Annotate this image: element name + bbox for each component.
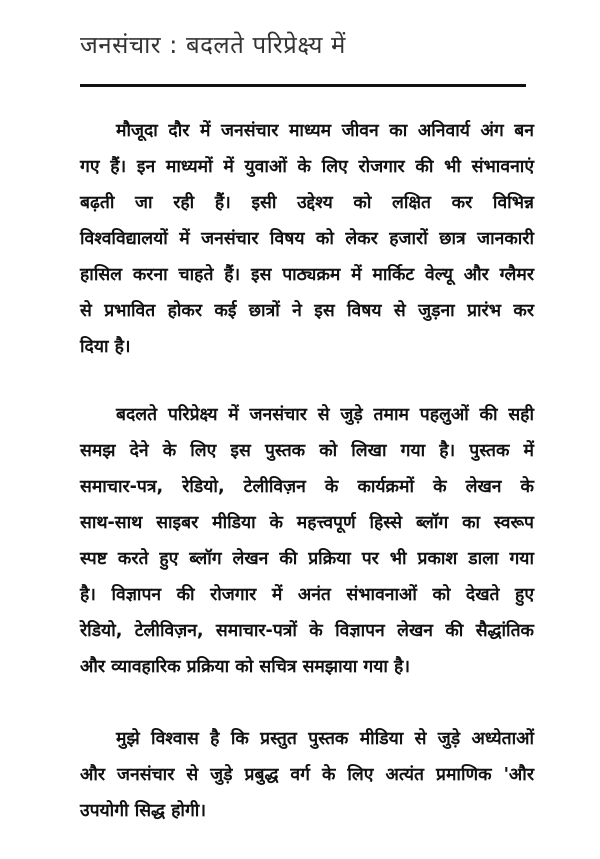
- header-rule: [80, 84, 526, 87]
- running-header: जनसंचार : बदलते परिप्रेक्ष्य में: [80, 31, 346, 59]
- text-line: और जनसंचार से जुड़े प्रबुद्ध वर्ग के लिए अत्यंत प्रमाणिक 'और: [80, 765, 534, 785]
- text-line: बदलते परिप्रेक्ष्य में जनसंचार से जुड़े तमाम पहलुओं की सही: [116, 405, 534, 425]
- text-line: गए हैं। इन माध्यमों में युवाओं के लिए रोजगार की भी संभावनाएं: [80, 157, 534, 177]
- paragraph-2: [80, 397, 534, 685]
- text-line: रेडियो, टेलीविज़न, समाचार-पत्रों के विज्ञापन लेखन की सैद्धांतिक: [80, 621, 534, 641]
- text-line: है। विज्ञापन की रोजगार में अनंत संभावनाओं को देखते हुए: [80, 585, 534, 605]
- text-line: समझ देने के लिए इस पुस्तक को लिखा गया है। पुस्तक में: [80, 441, 534, 461]
- paragraph-3: [80, 721, 534, 829]
- text-line: समाचार-पत्र, रेडियो, टेलीविज़न के कार्यक्रमों के लेखन के: [80, 477, 534, 497]
- text-line: विश्वविद्यालयों में जनसंचार विषय को लेकर हजारों छात्र जानकारी: [80, 229, 534, 249]
- text-line: से प्रभावित होकर कई छात्रों ने इस विषय से जुड़ना प्रारंभ कर: [80, 301, 534, 321]
- text-line: हासिल करना चाहते हैं। इस पाठ्यक्रम में मार्किट वेल्यू और ग्लैमर: [80, 265, 534, 285]
- text-line: मुझे विश्वास है कि प्रस्तुत पुस्तक मीडिया से जुड़े अध्येताओं: [116, 729, 534, 749]
- text-line: बढ़ती जा रही हैं। इसी उद्देश्य को लक्षित कर विभिन्न: [80, 193, 534, 213]
- text-line: दिया है।: [80, 337, 131, 357]
- text-line: स्पष्ट करते हुए ब्लॉग लेखन की प्रक्रिया पर भी प्रकाश डाला गया: [80, 549, 534, 569]
- text-line: और व्यावहारिक प्रक्रिया को सचित्र समझाया गया है।: [80, 657, 410, 677]
- text-line: साथ-साथ साइबर मीडिया के महत्त्वपूर्ण हिस्से ब्लॉग का स्वरूप: [80, 513, 534, 533]
- text-line: मौजूदा दौर में जनसंचार माध्यम जीवन का अनिवार्य अंग बन: [116, 121, 534, 141]
- text-line: उपयोगी सिद्ध होगी।: [80, 801, 206, 821]
- paragraph-1: [80, 113, 534, 365]
